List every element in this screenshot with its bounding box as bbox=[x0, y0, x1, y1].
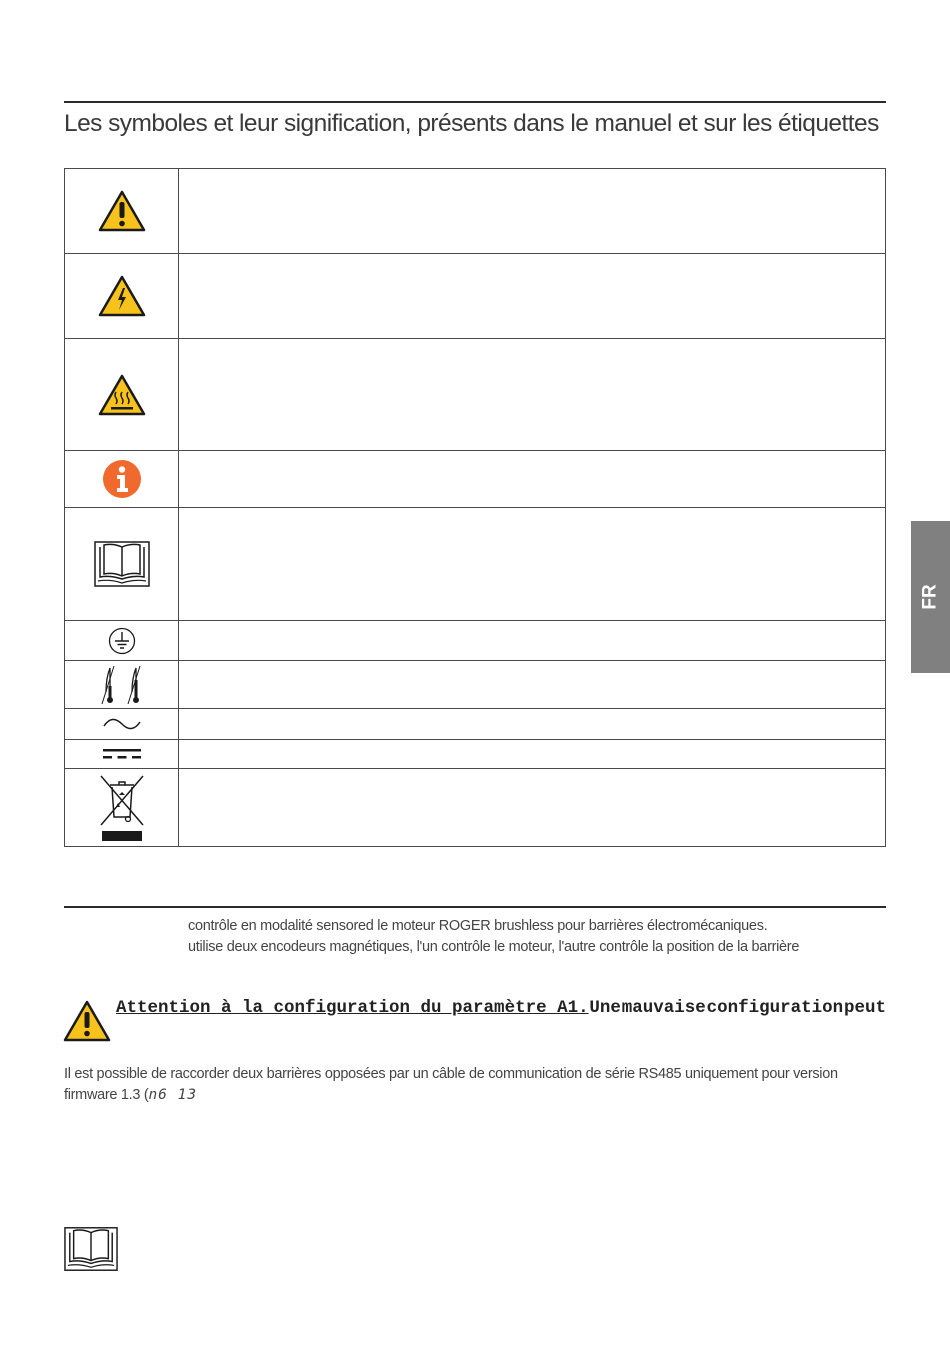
table-row bbox=[65, 339, 886, 451]
rs485-paragraph bbox=[64, 1064, 886, 1106]
table-row bbox=[65, 169, 886, 254]
attention-word: Une bbox=[589, 998, 621, 1018]
symbol-description bbox=[179, 769, 886, 847]
table-row bbox=[65, 451, 886, 508]
description-line-1: contrôle en modalité sensored le moteur ROGER brushless pour barrières électromécaniques. bbox=[188, 918, 768, 934]
attention-word: peut bbox=[843, 998, 886, 1018]
attention-word: configuration bbox=[706, 998, 844, 1018]
table-row bbox=[65, 661, 886, 709]
symbol-description bbox=[179, 661, 886, 709]
warning-triangle-icon bbox=[65, 190, 178, 232]
side-tab-label: FR bbox=[919, 584, 941, 610]
table-row bbox=[65, 740, 886, 769]
section-rule bbox=[64, 906, 886, 908]
symbol-description bbox=[179, 254, 886, 339]
info-icon bbox=[65, 459, 178, 499]
language-side-tab bbox=[911, 521, 950, 673]
description-line-2: utilise deux encodeurs magnétiques, l'un contrôle le moteur, l'autre contrôle la position de la barrière bbox=[188, 939, 800, 955]
weee-crossed-bin-icon bbox=[65, 773, 178, 843]
electric-hazard-icon bbox=[65, 275, 178, 317]
table-row bbox=[65, 621, 886, 661]
paragraph-text: Il est possible de raccorder deux barrières opposées par un câble de communication de série RS485 uniquement pour version firmware 1.3 ( bbox=[64, 1066, 838, 1103]
symbol-description bbox=[179, 169, 886, 254]
table-row bbox=[65, 254, 886, 339]
direct-current-icon bbox=[65, 747, 178, 761]
attention-underlined: Attention à la configuration du paramètre A1. bbox=[116, 998, 589, 1018]
warning-triangle-icon bbox=[63, 1000, 111, 1047]
protective-earth-icon bbox=[65, 627, 178, 655]
display-code: n6 13 bbox=[148, 1087, 198, 1103]
table-row bbox=[65, 709, 886, 740]
table-row bbox=[65, 769, 886, 847]
symbol-description bbox=[179, 621, 886, 661]
top-rule bbox=[64, 101, 886, 103]
read-manual-book-icon bbox=[65, 541, 178, 587]
table-row bbox=[65, 508, 886, 621]
read-manual-book-icon bbox=[64, 1226, 118, 1277]
symbol-description bbox=[179, 740, 886, 769]
symbols-table bbox=[64, 168, 886, 847]
alternating-current-icon bbox=[65, 716, 178, 732]
attention-notice bbox=[116, 998, 886, 1018]
symbol-description bbox=[179, 709, 886, 740]
temperature-icon bbox=[65, 664, 178, 706]
symbol-description bbox=[179, 339, 886, 451]
page-heading: Les symboles et leur signification, présents dans le manuel et sur les étiquettes bbox=[64, 110, 879, 137]
hot-surface-icon bbox=[65, 374, 178, 416]
symbol-description bbox=[179, 508, 886, 621]
symbol-description bbox=[179, 451, 886, 508]
attention-word: mauvaise bbox=[621, 998, 706, 1018]
